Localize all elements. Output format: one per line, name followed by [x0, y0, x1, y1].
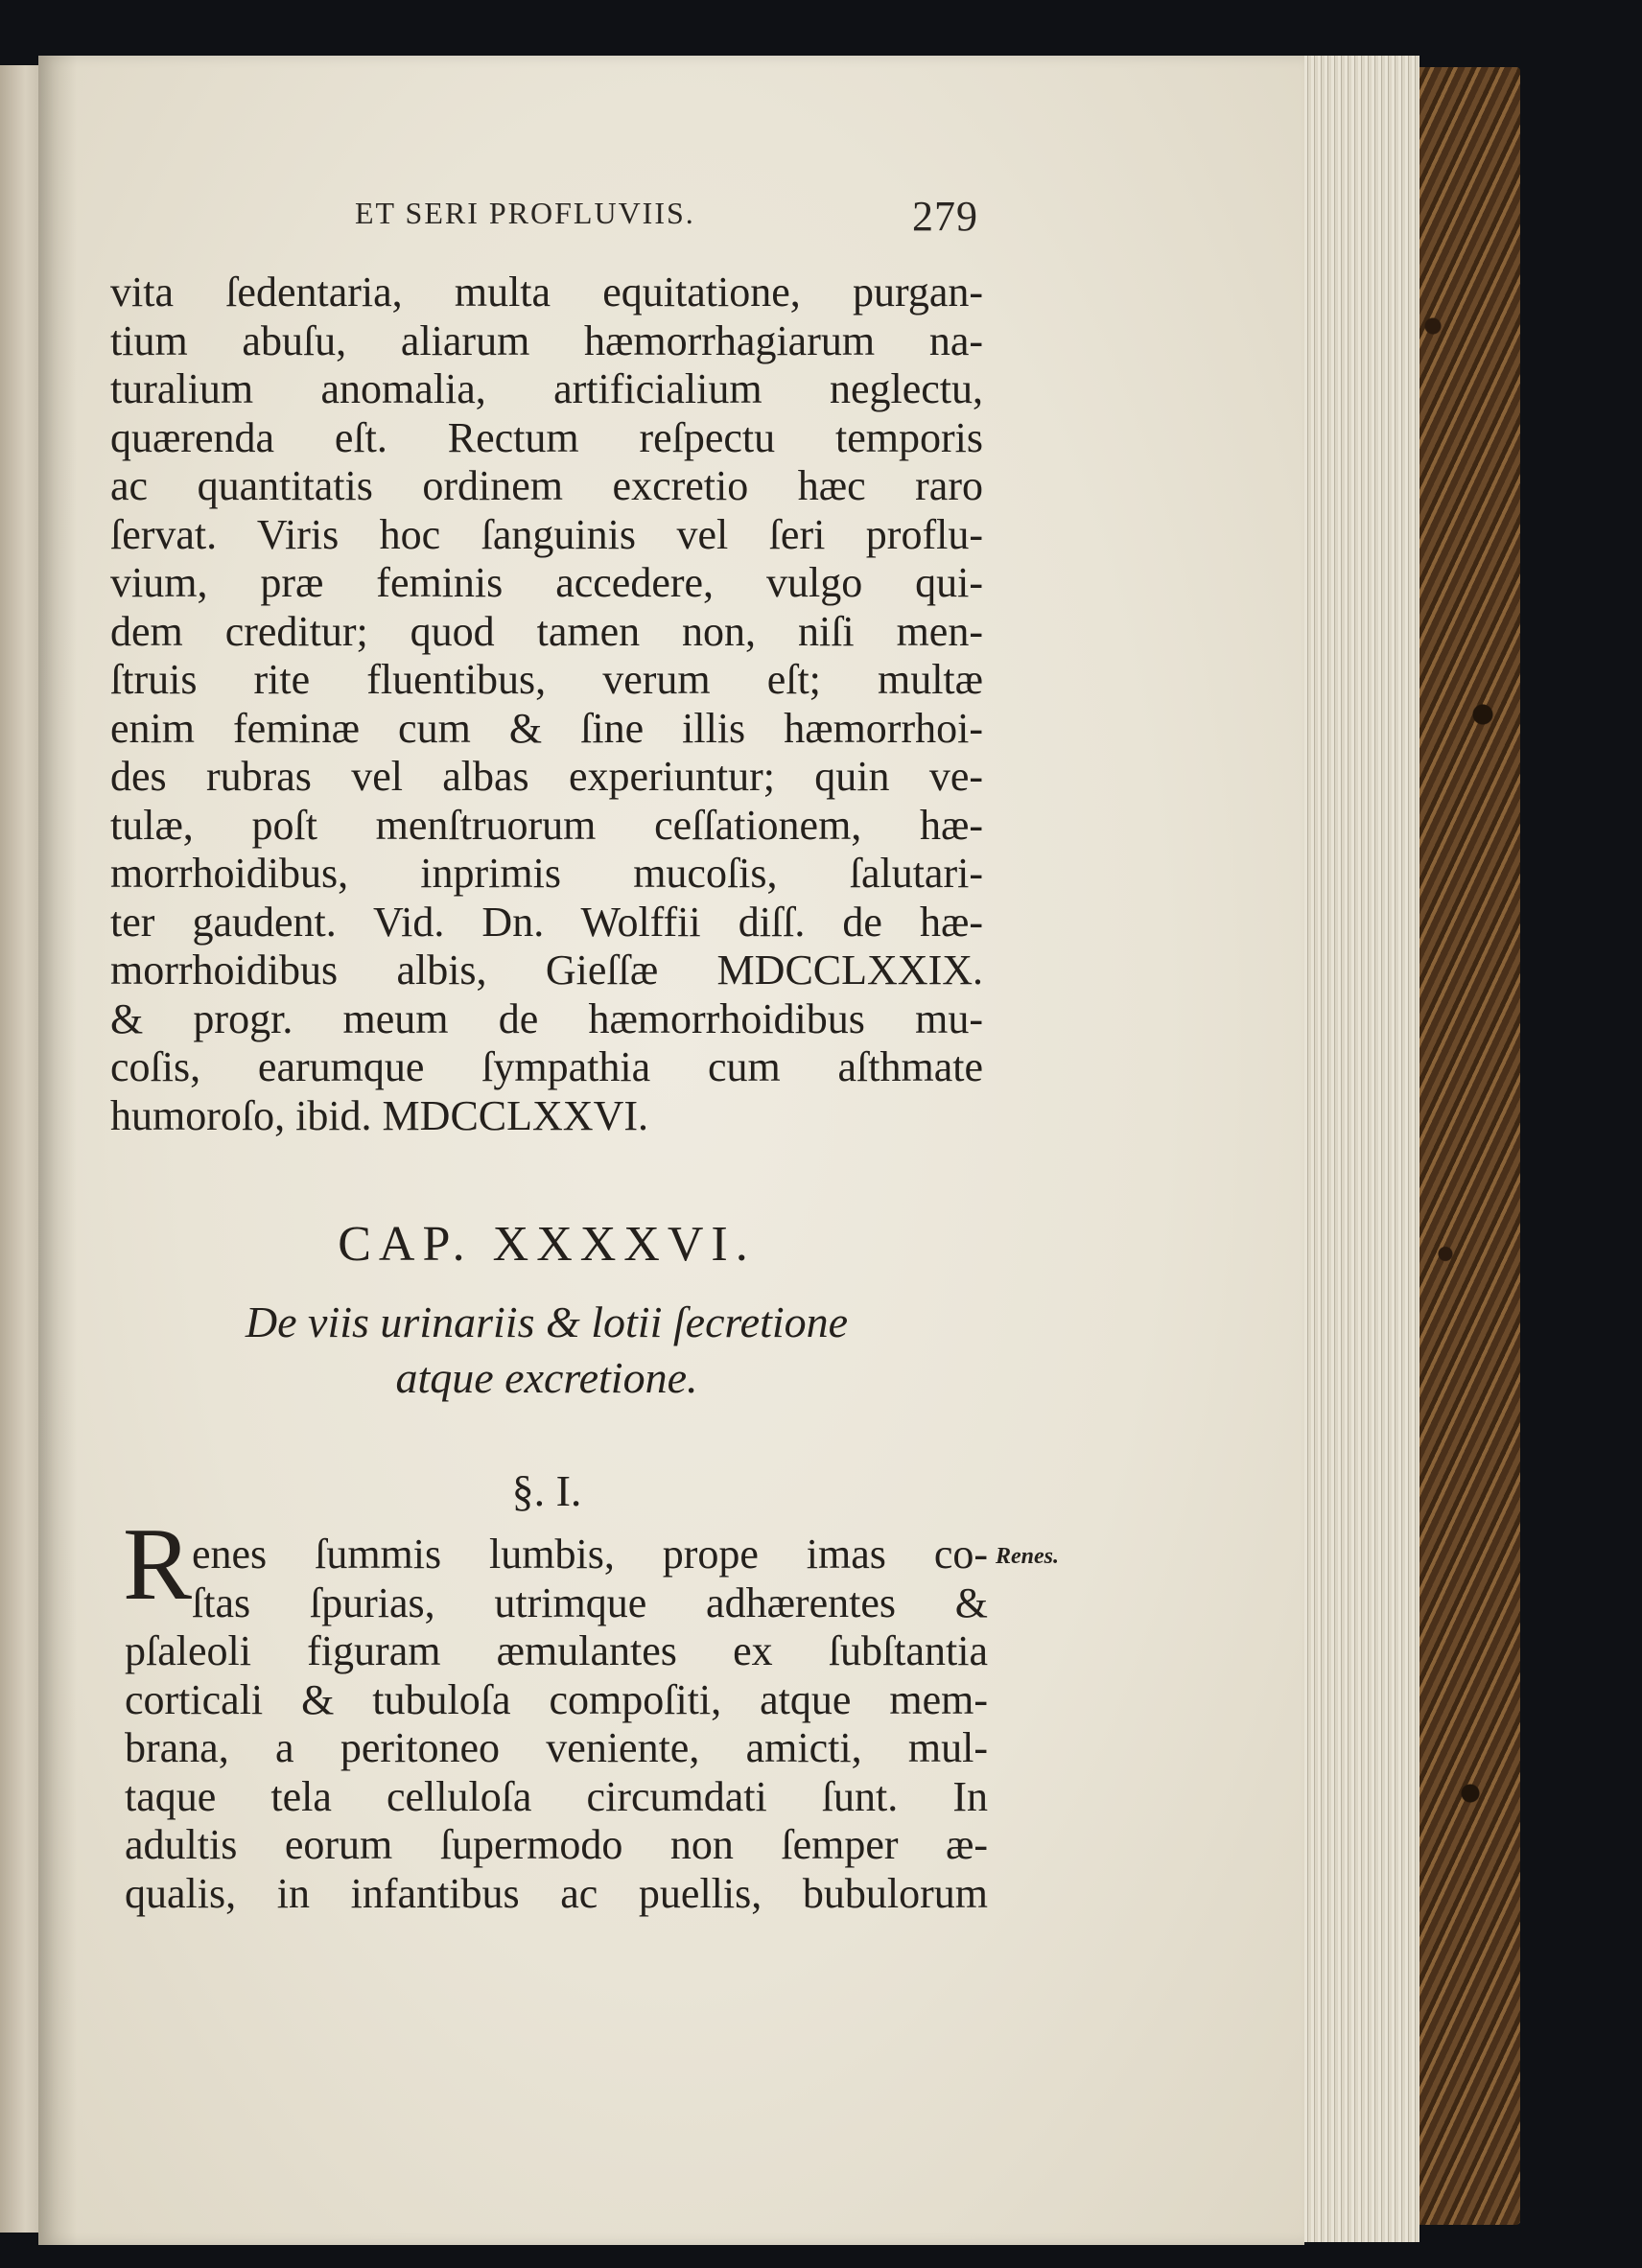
- paragraph-continued: [110, 269, 983, 1140]
- text-line: quærenda eſt. Rectum reſpectu temporis: [110, 413, 983, 461]
- text-line: ter gaudent. Vid. Dn. Wolffii diſſ. de hæ-: [110, 898, 983, 946]
- text-line: & progr. meum de hæmorrhoidibus mu-: [110, 994, 983, 1042]
- chapter-subtitle-line: De viis urinariis & lotii ſecretione: [245, 1298, 849, 1346]
- running-header: [355, 192, 988, 240]
- text-line: ac quantitatis ordinem excretio hæc raro: [110, 462, 983, 509]
- marginal-note: Renes.: [996, 1544, 1059, 1569]
- text-line: dem creditur; quod tamen non, niſi men-: [110, 607, 983, 655]
- facing-page-edge: [0, 65, 42, 2233]
- text-line: qualis, in infantibus ac puellis, bubulorum: [125, 1869, 988, 1917]
- text-line: brana, a peritoneo veniente, amicti, mul-: [125, 1724, 988, 1771]
- text-line: des rubras vel albas experiuntur; quin ve-: [110, 753, 983, 800]
- text-line: ſtruis rite fluentibus, verum eſt; multæ: [110, 656, 983, 703]
- text-line: enim feminæ cum & ſine illis hæmorrhoi-: [110, 704, 983, 752]
- page-number: 279: [912, 193, 978, 240]
- text-line: adultis eorum ſupermodo non ſemper æ-: [125, 1821, 988, 1868]
- text-line: ſtas ſpurias, utrimque adhærentes &: [192, 1578, 988, 1626]
- text-line: enes ſummis lumbis, prope imas co-: [192, 1531, 988, 1578]
- text-line: tium abuſu, aliarum hæmorrhagiarum na-: [110, 316, 983, 364]
- running-title: ET SERI PROFLUVIIS.: [355, 196, 695, 230]
- chapter-heading: CAP. XXXXVI.: [338, 1217, 756, 1272]
- section-mark: §. I.: [511, 1466, 582, 1515]
- gutter-shadow: [38, 56, 77, 2245]
- text-line: humoroſo, ibid. MDCCLXXVI.: [110, 1091, 648, 1139]
- page-stack-edge: [1302, 56, 1419, 2242]
- text-line: vita ſedentaria, multa equitatione, purgan-: [110, 269, 983, 316]
- chapter-subtitle: [110, 1295, 983, 1406]
- text-line: coſis, earumque ſympathia cum aſthmate: [110, 1043, 983, 1090]
- drop-cap: R: [123, 1508, 193, 1622]
- text-line: vium, præ feminis accedere, vulgo qui-: [110, 559, 983, 606]
- text-line: morrhoidibus, inprimis mucoſis, ſalutari-: [110, 850, 983, 897]
- text-line: pſaleoli figuram æmulantes ex ſubſtantia: [125, 1627, 988, 1674]
- paragraph-section-one: [125, 1531, 988, 1918]
- text-line: tulæ, poſt menſtruorum ceſſationem, hæ-: [110, 801, 983, 849]
- text-line: taque tela celluloſa circumdati ſunt. In: [125, 1772, 988, 1820]
- text-line: morrhoidibus albis, Gieſſæ MDCCLXXIX.: [110, 947, 983, 994]
- text-line: ſervat. Viris hoc ſanguinis vel ſeri proflu-: [110, 510, 983, 558]
- chapter-subtitle-line: atque excretione.: [395, 1353, 698, 1402]
- text-line: turalium anomalia, artificialium neglectu,: [110, 365, 983, 412]
- text-line: corticali & tubuloſa compoſiti, atque mem-: [125, 1675, 988, 1723]
